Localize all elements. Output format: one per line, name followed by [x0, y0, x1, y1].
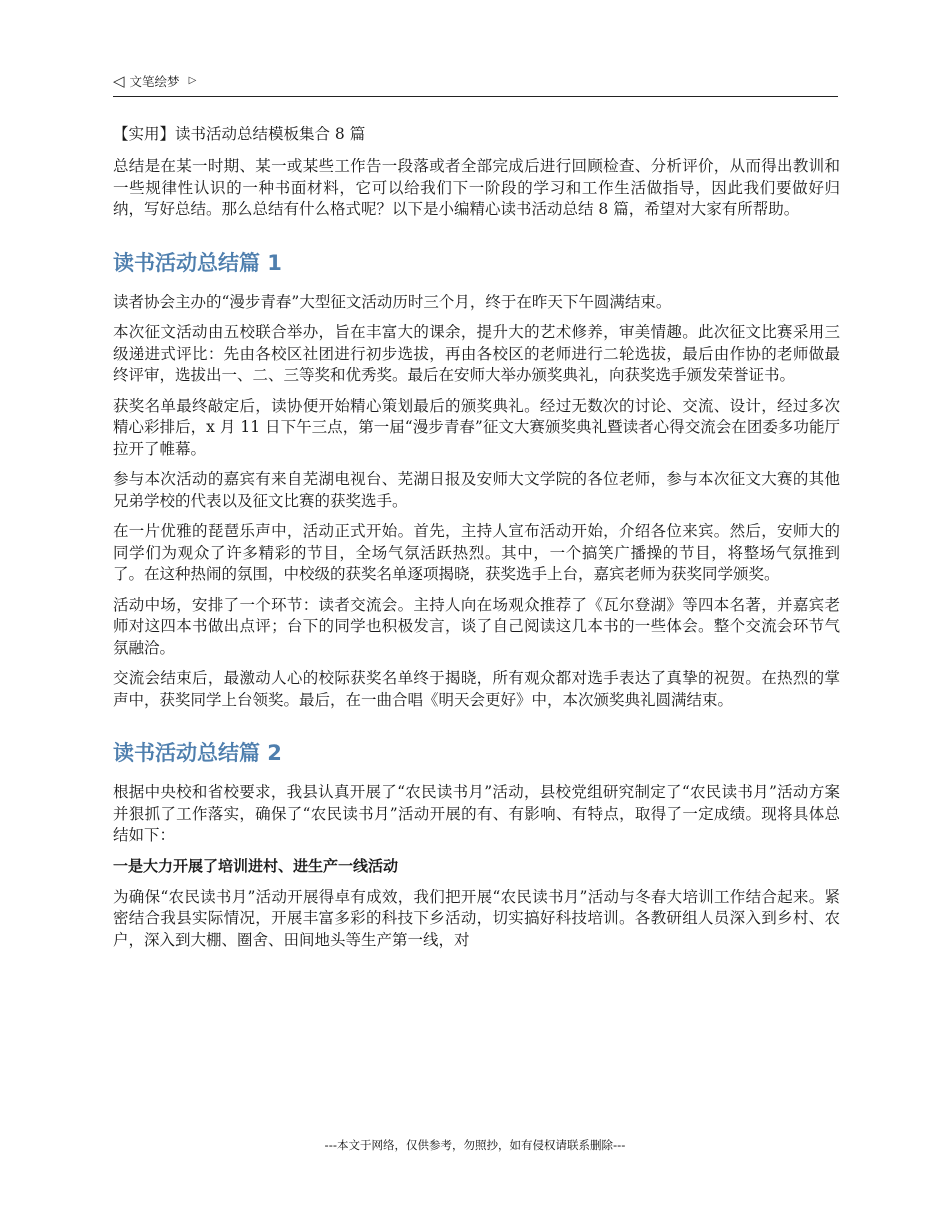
document-body — [113, 122, 840, 960]
paragraph: 参与本次活动的嘉宾有来自芜湖电视台、芜湖日报及安师大文学院的各位老师，参与本次征文大赛的其他兄弟学校的代表以及征文比赛的获奖选手。 — [113, 470, 840, 510]
paragraph: 读者协会主办的“漫步青春”大型征文活动历时三个月，终于在昨天下午圆满结束。 — [113, 292, 672, 311]
paragraph: 活动中场，安排了一个环节：读者交流会。主持人向在场观众推荐了《瓦尔登湖》等四本名著，并嘉宾老师对这四本书做出点评；台下的同学也积极发言，谈了自己阅读这几本书的一些体会。整个交流会环节气氛融洽。 — [113, 595, 840, 657]
paragraph: 本次征文活动由五校联合举办，旨在丰富大的课余，提升大的艺术修养，审美情趣。此次征文比赛采用三级递进式评比：先由各校区社团进行初步选拔，再由各校区的老师进行二轮选拔，最后由作协的老师做最终评审，选拔出一、二、三等奖和优秀奖。最后在安师大举办颁奖典礼，向获奖选手颁发荣誉证书。 — [113, 323, 840, 384]
triangle-right-icon: ▷ — [188, 75, 197, 86]
triangle-left-icon: ◁ — [113, 71, 125, 90]
intro-paragraph: 总结是在某一时期、某一或某些工作告一段落或者全部完成后进行回顾检查、分析评价，从而得出教训和一些规律性认识的一种书面材料，它可以给我们下一阶段的学习和工作生活做指导，因此我们要做好归纳，写好总结。那么总结有什么格式呢？以下是小编精心读书活动总结 8 篇，希望对大家有所帮助。 — [113, 157, 840, 218]
paragraph: 为确保“农民读书月”活动开展得卓有成效，我们把开展“农民读书月”活动与冬春大培训工作结合起来。紧密结合我县实际情况，开展丰富多彩的科技下乡活动，切实搞好科技培训。各教研组人员深入到乡村、农户，深入到大棚、圈舍、田间地头等生产第一线，对 — [113, 887, 840, 949]
subheading: 一是大力开展了培训进村、进生产一线活动 — [113, 856, 399, 875]
paragraph: 交流会结束后，最激动人心的校际获奖名单终于揭晓，所有观众都对选手表达了真挚的祝贺。在热烈的掌声中，获奖同学上台领奖。最后，在一曲合唱《明天会更好》中，本次颁奖典礼圆满结束。 — [113, 669, 840, 709]
page-header — [113, 70, 838, 97]
paragraph: 在一片优雅的琵琶乐声中，活动正式开始。首先，主持人宣布活动开始，介绍各位来宾。然后，安师大的同学们为观众了许多精彩的节目，全场气氛活跃热烈。其中，一个搞笑广播操的节目，将整场气氛推到了。在这种热闹的氛围，中校级的获奖名单逐项揭晓，获奖选手上台，嘉宾老师为获奖同学颁奖。 — [113, 522, 840, 583]
document-title: 【实用】读书活动总结模板集合 8 篇 — [113, 125, 366, 143]
section-heading: 读书活动总结篇 2 — [113, 741, 282, 765]
brand-name: 文笔绘梦 — [129, 74, 180, 89]
footer-notice: ---本文于网络，仅供参考，勿照抄，如有侵权请联系删除--- — [324, 1138, 626, 1152]
paragraph: 根据中央校和省校要求，我县认真开展了“农民读书月”活动，县校党组研究制定了“农民读书月”活动方案并狠抓了工作落实，确保了“农民读书月”活动开展的有、有影响、有特点，取得了一定成绩。现将具体总结如下： — [113, 783, 840, 844]
paragraph: 获奖名单最终敲定后，读协便开始精心策划最后的颁奖典礼。经过无数次的讨论、交流、设计，经过多次精心彩排后，x 月 11 日下午三点，第一届“漫步青春”征文大赛颁奖典礼暨读者心得交流会在团委多功能厅拉开了帷幕。 — [113, 396, 840, 458]
section-heading: 读书活动总结篇 1 — [113, 250, 282, 275]
brand — [113, 72, 196, 90]
